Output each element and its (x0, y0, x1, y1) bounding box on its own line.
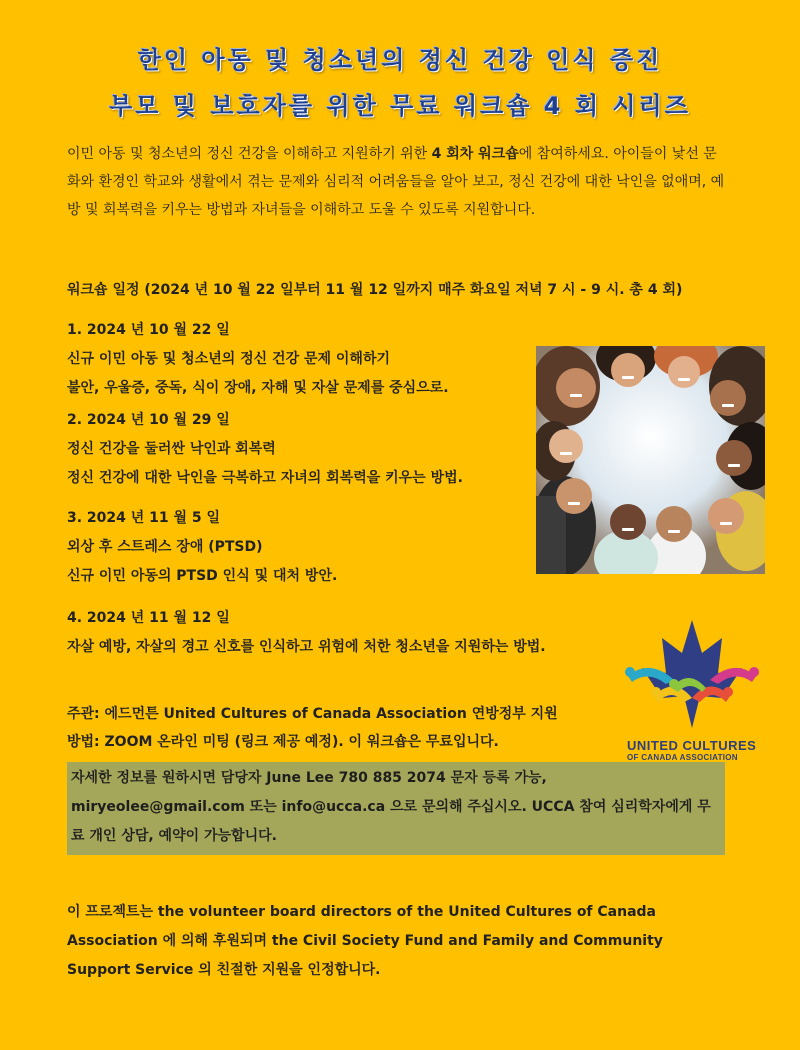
photo-illustration (536, 346, 765, 574)
session-detail: 불안, 우울증, 중독, 식이 장애, 자해 및 자살 문제를 중심으로. (67, 380, 449, 396)
method-line: 방법: ZOOM 온라인 미팅 (링크 제공 예정). 이 워크숍은 무료입니다. (67, 734, 499, 750)
session-date: 3. 2024 년 11 월 5 일 (67, 510, 221, 526)
logo-line-2: OF CANADA ASSOCIATION (627, 753, 738, 762)
session-2 (67, 406, 537, 493)
session-date: 4. 2024 년 11 월 12 일 (67, 610, 230, 626)
session-detail: 정신 건강에 대한 낙인을 극복하고 자녀의 회복력을 키우는 방법. (67, 470, 463, 486)
title-line-1: 한인 아동 및 청소년의 정신 건강 인식 증진 (137, 46, 663, 74)
session-topic: 외상 후 스트레스 장애 (PTSD) (67, 539, 263, 555)
logo-line-1: UNITED CULTURES (627, 738, 757, 753)
intro-paragraph (67, 140, 727, 224)
schedule-heading: 워크숍 일정 (2024 년 10 월 22 일부터 11 월 12 일까지 매주 화요일 저녁 7 시 - 9 시. 총 4 회) (67, 282, 683, 298)
session-3 (67, 504, 537, 591)
session-topic: 신규 이민 아동 및 청소년의 정신 건강 문제 이해하기 (67, 351, 390, 367)
intro-bold: 4 회차 워크숍 (431, 146, 519, 162)
intro-text-1: 이민 아동 및 청소년의 정신 건강을 이해하고 지원하기 위한 (67, 146, 432, 162)
session-4 (67, 604, 667, 662)
organizer-block (67, 700, 627, 756)
session-topic: 정신 건강을 둘러싼 낙인과 회복력 (67, 441, 276, 457)
title-line-2: 부모 및 보호자를 위한 무료 워크숍 4 회 시리즈 (109, 92, 691, 120)
host-line: 주관: 에드먼튼 United Cultures of Canada Association 연방정부 지원 (67, 706, 558, 722)
acknowledgement: 이 프로젝트는 the volunteer board directors of the United Cultures of Canada Association 에 의해 후원되며 the Civil Society Fund and Family and Community Support Service 의 친절한 지원을 인정합니다. (67, 904, 663, 978)
intro-text-2: 에 참여하세요. 아이들이 낯선 문화와 환경인 학교와 생활에서 겪는 문제와 심리적 어려움들을 알아 보고, 정신 건강에 대한 낙인을 없애며, 예방 및 회복력을 키우는 방법과 자녀들을 이해하고 도울 수 있도록 지원합니다. (67, 146, 725, 218)
group-circle-photo (536, 346, 765, 574)
logo-wordmark (627, 738, 787, 762)
logo-mark (622, 618, 762, 738)
session-detail: 신규 이민 아동의 PTSD 인식 및 대처 방안. (67, 568, 338, 584)
session-topic: 자살 예방, 자살의 경고 신호를 인식하고 위험에 처한 청소년을 지원하는 방법. (67, 639, 546, 655)
contact-highlight: 자세한 정보를 원하시면 담당자 June Lee 780 885 2074 문자 등록 가능, miryeolee@gmail.com 또는 info@ucca.ca 으로 문의해 주십시오. UCCA 참여 심리학자에게 무료 개인 상담, 예약이 가능합니다. (67, 762, 725, 855)
session-1 (67, 316, 537, 403)
session-date: 2. 2024 년 10 월 29 일 (67, 412, 230, 428)
session-date: 1. 2024 년 10 월 22 일 (67, 322, 230, 338)
